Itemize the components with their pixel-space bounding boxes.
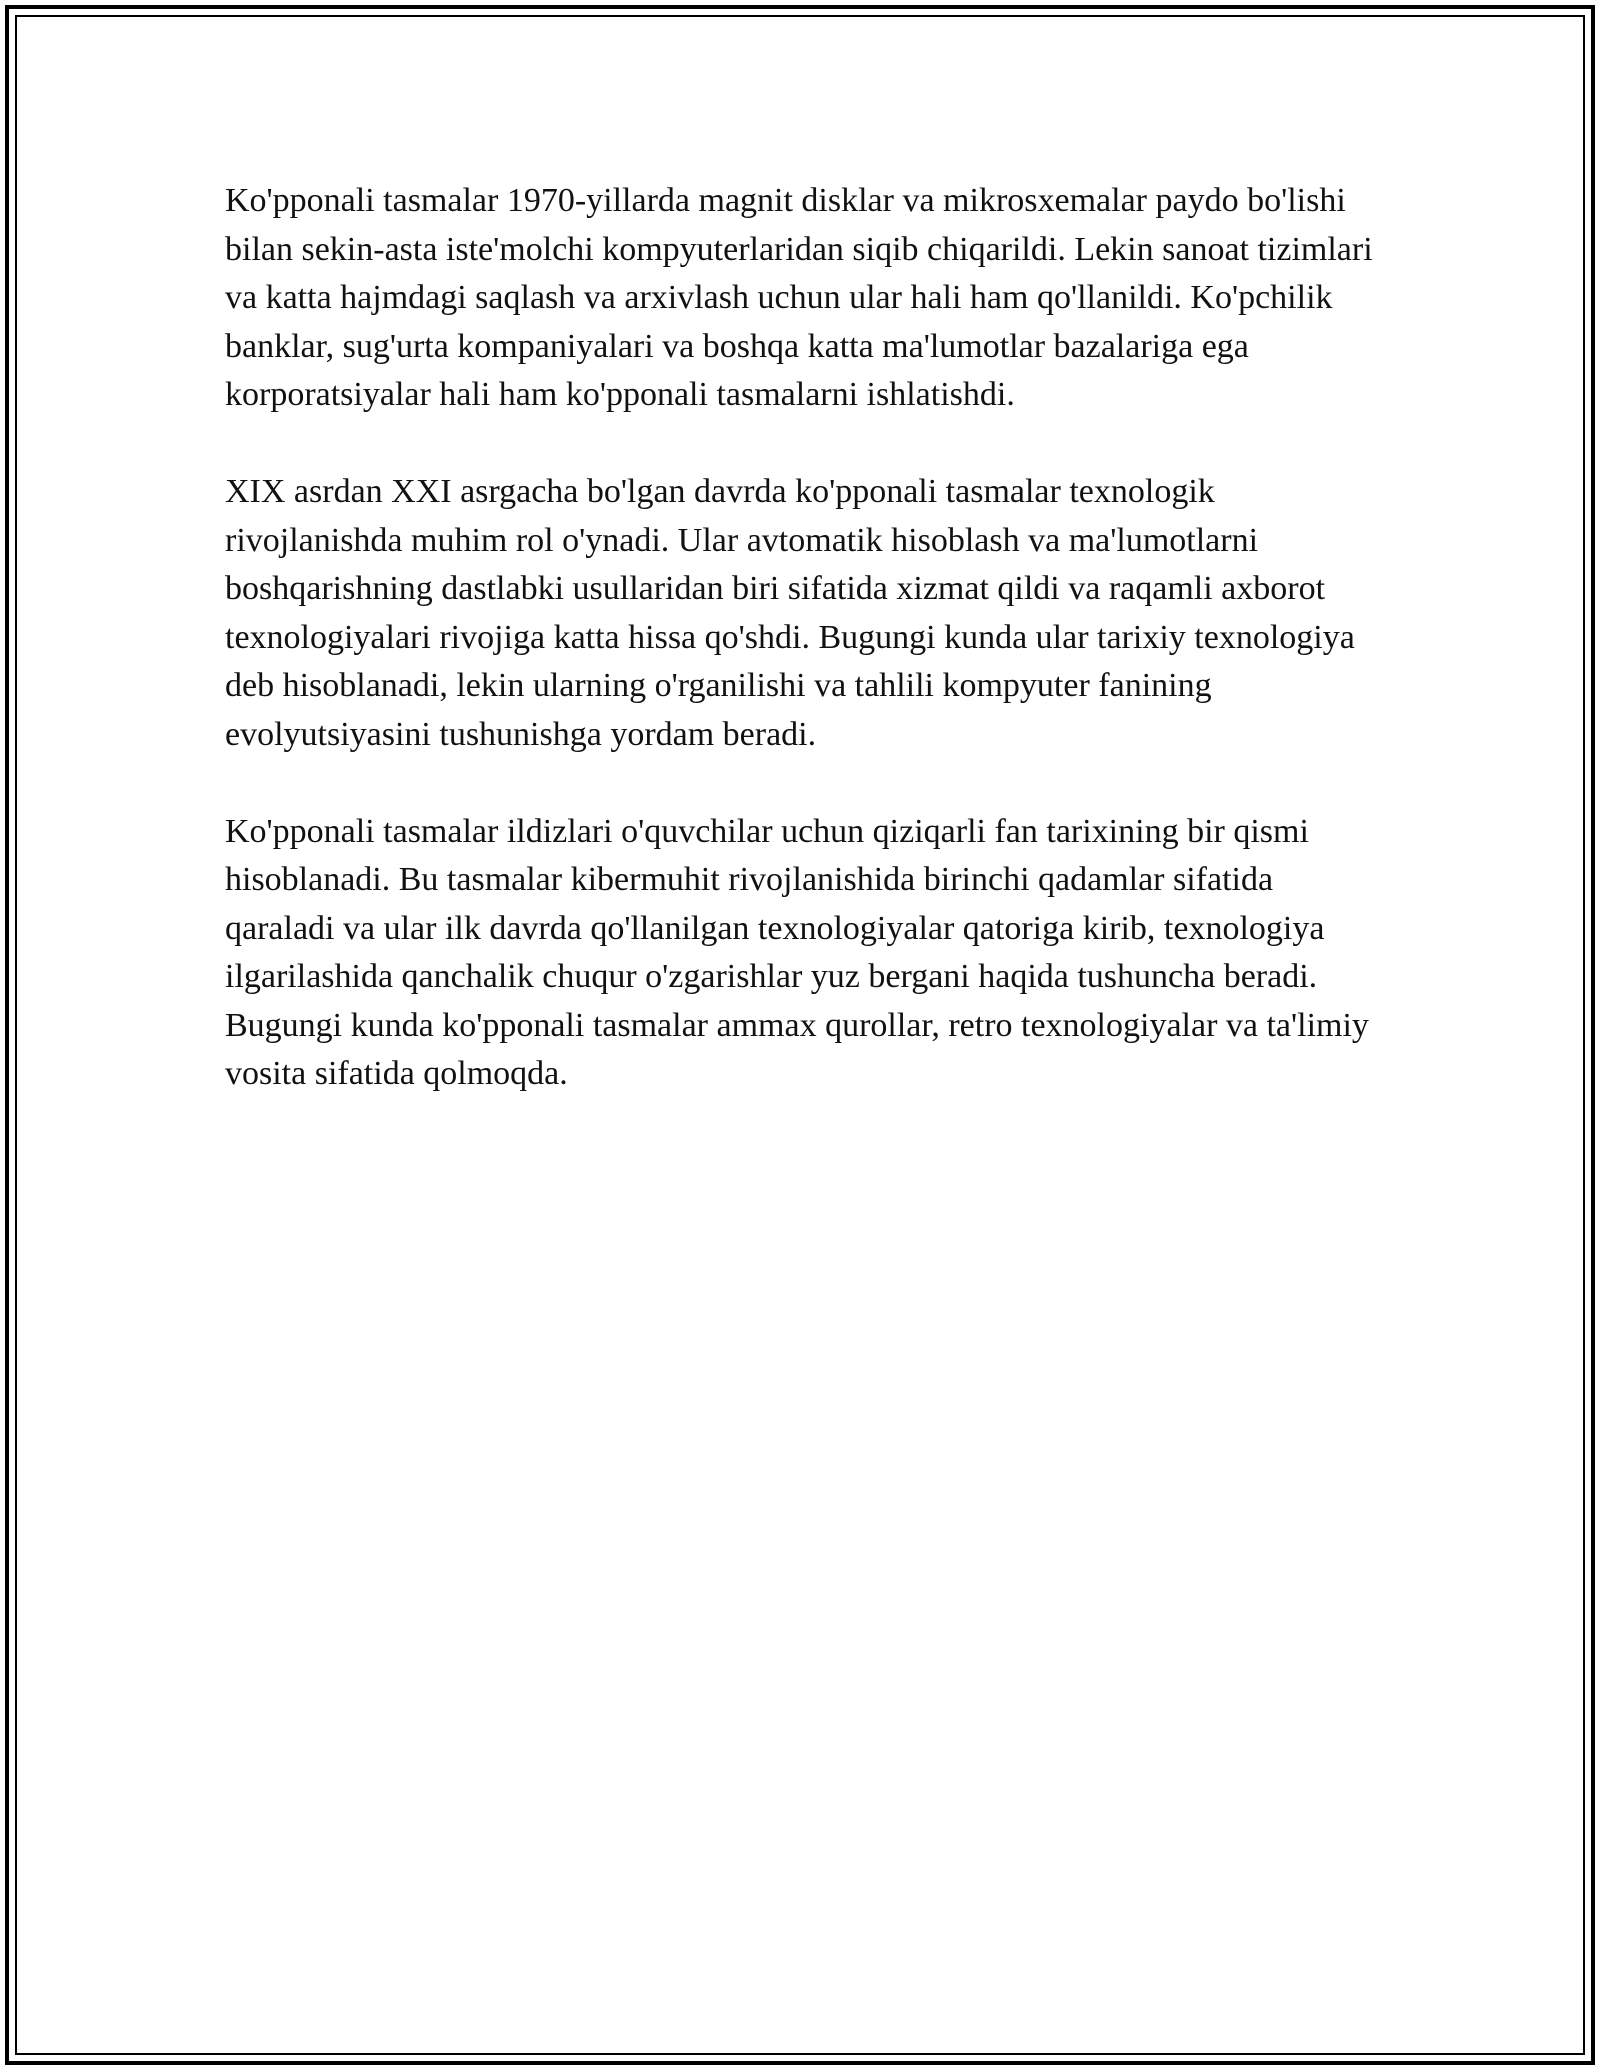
paragraph-1: Ko'pponali tasmalar 1970-yillarda magnit disklar va mikrosxemalar paydo bo'lishi bilan sekin-asta iste'molchi kompyuterlaridan siqib chiqarildi. Lekin sanoat tizimlari va katta hajmdagi saqlash va arxivlash uchun ular hali ham qo'llanildi. Ko'pchilik banklar, sug'urta kompaniyalari va boshqa katta ma'lumotlar bazalariga ega korporatsiyalar hali ham ko'pponali tasmalarni ishlatishdi. (225, 182, 1373, 413)
paragraph-2: XIX asrdan XXI asrgacha bo'lgan davrda ko'pponali tasmalar texnologik rivojlanishda muhim rol o'ynadi. Ular avtomatik hisoblash va ma'lumotlarni boshqarishning dastlabki usullaridan biri sifatida xizmat qildi va raqamli axborot texnologiyalari rivojiga katta hissa qo'shdi. Bugungi kunda ular tarixiy texnologiya deb hisoblanadi, lekin ularning o'rganilishi va tahlili kompyuter fanining evolyutsiyasini tushunishga yordam beradi. (225, 473, 1355, 753)
document-body (225, 177, 1375, 1099)
paragraph-3: Ko'pponali tasmalar ildizlari o'quvchilar uchun qiziqarli fan tarixining bir qismi hisoblanadi. Bu tasmalar kibermuhit rivojlanishida birinchi qadamlar sifatida qaraladi va ular ilk davrda qo'llanilgan texnologiyalar qatoriga kirib, texnologiya ilgarilashida qanchalik chuqur o'zgarishlar yuz bergani haqida tushuncha beradi. Bugungi kunda ko'pponali tasmalar ammax qurollar, retro texnologiyalar va ta'limiy vosita sifatida qolmoqda. (225, 812, 1369, 1092)
